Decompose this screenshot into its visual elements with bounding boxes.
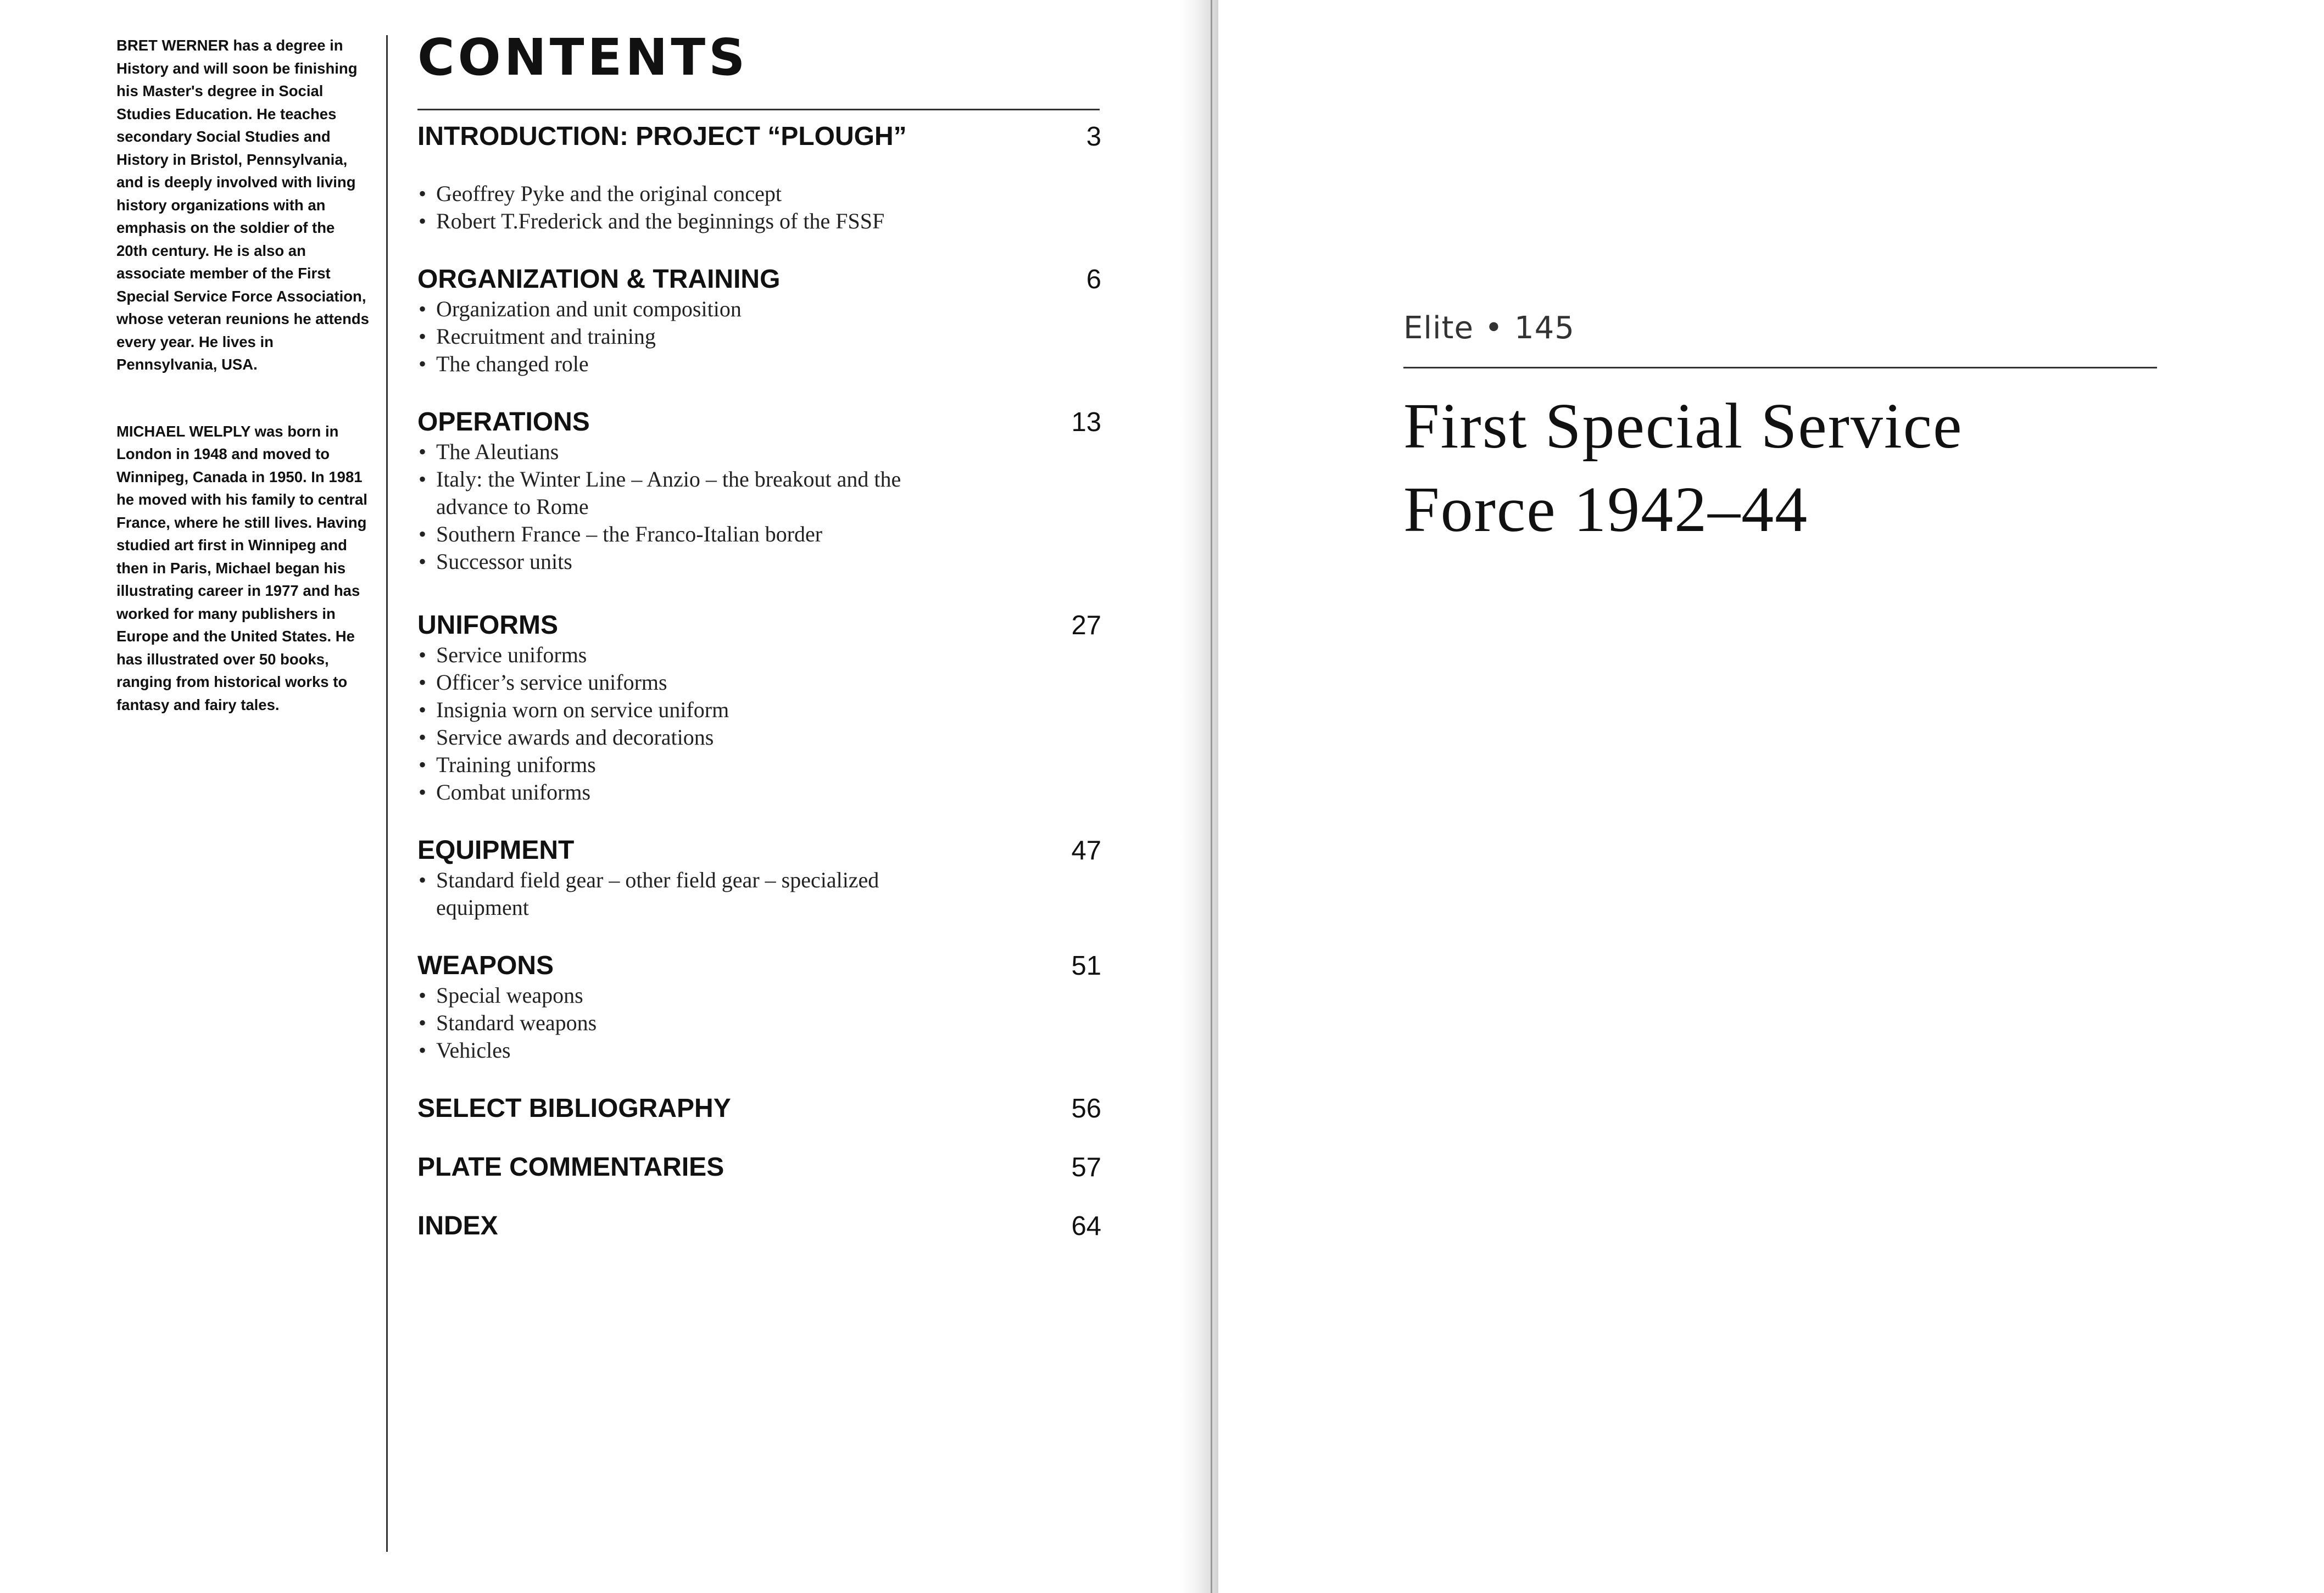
toc-page-number: 64: [1071, 1211, 1101, 1241]
toc-section-title: EQUIPMENT: [417, 836, 575, 865]
toc-page-number: 56: [1071, 1094, 1101, 1124]
toc-item: • Service uniforms: [417, 641, 1101, 669]
toc-page-number: 51: [1071, 951, 1101, 981]
series-label: [1403, 310, 1575, 346]
toc-item: • Robert T.Frederick and the beginnings of the FSSF: [417, 208, 1101, 235]
toc-page-number: 13: [1071, 407, 1101, 437]
series-number: 145: [1514, 310, 1575, 346]
author-bio-werner: BRET WERNER has a degree in History and will soon be finishing his Master's degree in Social Studies Education. He teaches secondary Social Studies and History in Bristol, Pennsylvania, and is deeply involved with living history organizations with an emphasis on the soldier of the 20th century. He is also an associate member of the First Special Service Force Association, whose veteran reunions he attends every year. He lives in Pennsylvania, USA.: [116, 37, 369, 373]
toc-item: • Geoffrey Pyke and the original concept: [417, 180, 1101, 208]
book-title-line-2: Force 1942–44: [1403, 473, 1809, 545]
book-gutter-edge: [1211, 0, 1212, 1593]
toc-item: • Special weapons: [417, 982, 1101, 1009]
toc-section-bibliography: [417, 1093, 1101, 1125]
toc-section-title: UNIFORMS: [417, 611, 558, 640]
toc-item: • Standard field gear – other field gear – specialized equipment: [417, 867, 967, 921]
toc-section-operations: [417, 406, 1101, 575]
toc-page-number: 57: [1071, 1153, 1101, 1182]
toc-section-introduction: [417, 121, 1101, 235]
toc-page-number: 47: [1071, 836, 1101, 865]
title-rule: [1403, 367, 2157, 368]
book-title-line-1: First Special Service: [1403, 390, 1963, 462]
toc-section-title: INTRODUCTION: PROJECT “PLOUGH”: [417, 122, 907, 151]
toc-section-title: ORGANIZATION & TRAINING: [417, 265, 781, 294]
toc-section-title: SELECT BIBLIOGRAPHY: [417, 1094, 731, 1123]
toc-page-number: 27: [1071, 611, 1101, 640]
toc-section-plate-commentaries: [417, 1152, 1101, 1183]
right-page: [1218, 0, 2324, 1593]
toc-section-equipment: [417, 835, 1101, 921]
toc-item: • Organization and unit composition: [417, 295, 1101, 323]
toc-item: • The changed role: [417, 350, 1101, 378]
toc-item: • Successor units: [417, 548, 967, 575]
toc-section-index: [417, 1210, 1101, 1242]
toc-item: • Vehicles: [417, 1037, 1101, 1064]
contents-title-rule: [417, 109, 1100, 110]
contents-block: [417, 22, 1101, 1241]
toc-item: • The Aleutians: [417, 438, 967, 466]
toc-section-weapons: [417, 950, 1101, 1064]
toc-section-organization-training: [417, 264, 1101, 378]
series-separator: •: [1484, 310, 1503, 346]
toc-section-title: OPERATIONS: [417, 407, 590, 437]
toc-item: • Officer’s service uniforms: [417, 669, 1101, 696]
author-bios: [116, 34, 369, 760]
series-name: Elite: [1403, 310, 1474, 346]
column-divider: [386, 35, 388, 1552]
book-title: [1403, 384, 2139, 551]
toc-item: • Southern France – the Franco-Italian border: [417, 521, 967, 548]
toc-page-number: 6: [1086, 265, 1101, 294]
illustrator-bio-welply: MICHAEL WELPLY was born in London in 1948 and moved to Winnipeg, Canada in 1950. In 1981 he moved with his family to central France, where he still lives. Having studied art first in Winnipeg and then in Paris, Michael began his illustrating career in 1977 and has worked for many publishers in Europe and the United States. He has illustrated over 50 books, ranging from historical works to fantasy and fairy tales.: [116, 422, 367, 713]
toc-item: • Insignia worn on service uniform: [417, 696, 1101, 724]
toc-section-title: PLATE COMMENTARIES: [417, 1153, 724, 1182]
toc-item: • Service awards and decorations: [417, 724, 1101, 751]
toc-page-number: 3: [1086, 122, 1101, 152]
toc-section-title: WEAPONS: [417, 951, 554, 980]
toc-item: • Training uniforms: [417, 751, 1101, 779]
toc-item: • Recruitment and training: [417, 323, 1101, 350]
toc-section-title: INDEX: [417, 1211, 498, 1240]
toc-item: • Italy: the Winter Line – Anzio – the breakout and the advance to Rome: [417, 466, 967, 521]
contents-title: CONTENTS: [417, 28, 749, 87]
toc-section-uniforms: [417, 610, 1101, 806]
toc-item: • Standard weapons: [417, 1009, 1101, 1037]
toc-item: • Combat uniforms: [417, 779, 1101, 806]
